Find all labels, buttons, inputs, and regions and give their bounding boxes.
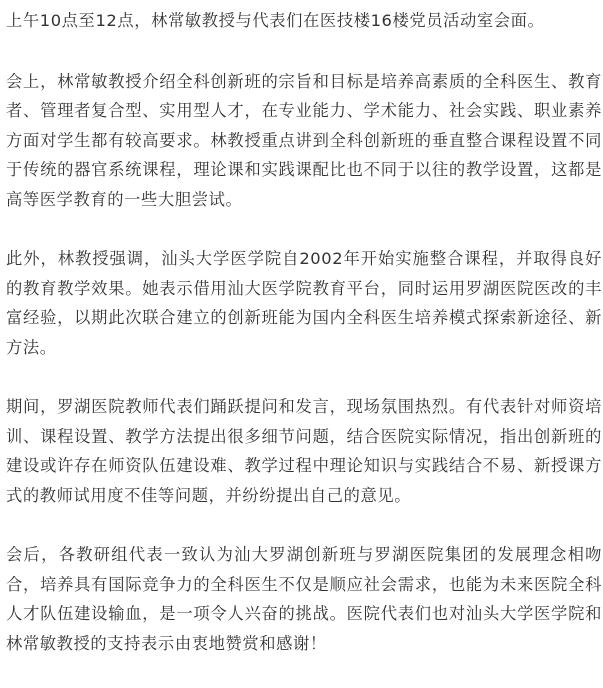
paragraph-teacher-discussion: 期间，罗湖医院教师代表们踊跃提问和发言，现场氛围热烈。有代表针对师资培训、课程设置、教学方法提出很多细节问题，结合医院实际情况，指出创新班的建设或许存在师资队伍建设难、教学过程中理论知识与实践结合不易、新授课方式的教师试用度不佳等问题，并纷纷提出自己的意见。	[6, 397, 602, 505]
paragraph-closing-remarks: 会后，各教研组代表一致认为汕大罗湖创新班与罗湖医院集团的发展理念相吻合，培养具有国际竞争力的全科医生不仅是顺应社会需求，也能为未来医院全科人才队伍建设输血，是一项令人兴奋的挑战。医院代表们也对汕头大学医学院和林常敏教授的支持表示由衷地赞赏和感谢！	[6, 545, 602, 653]
paragraph-integrated-curriculum: 此外，林教授强调，汕头大学医学院自2002年开始实施整合课程，并取得良好的教育教学效果。她表示借用汕大医学院教育平台，同时运用罗湖医院医改的丰富经验，以期此次联合建立的创新班能为国内全科医生培养模式探索新途径、新方法。	[6, 249, 602, 357]
article-body	[6, 6, 602, 688]
paragraph-program-introduction: 会上，林常敏教授介绍全科创新班的宗旨和目标是培养高素质的全科医生、教育者、管理者复合型、实用型人才，在专业能力、学术能力、社会实践、职业素养方面对学生都有较高要求。林教授重点讲到全科创新班的垂直整合课程设置不同于传统的器官系统课程，理论课和实践课配比也不同于以往的教学设置，这都是高等医学教育的一些大胆尝试。	[6, 71, 602, 209]
paragraph-meeting-time: 上午10点至12点，林常敏教授与代表们在医技楼16楼党员活动室会面。	[6, 11, 545, 30]
